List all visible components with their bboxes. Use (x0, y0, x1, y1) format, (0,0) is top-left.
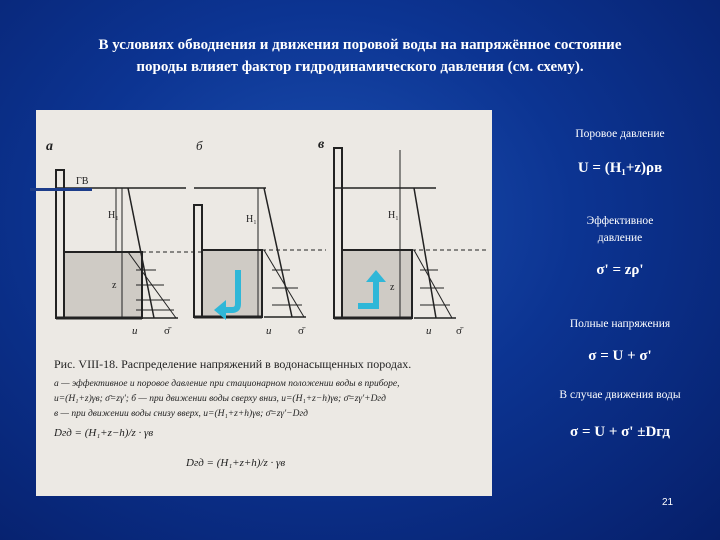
effective-label-1: Эффективное (586, 215, 654, 227)
effective-label-2: давление (597, 232, 643, 244)
panel-c-schematic (334, 148, 486, 318)
title-line-1: В условиях обводнения и движения поровой воды на напряжённое состояние (98, 37, 622, 53)
sigma-label-a: σ̄ (164, 325, 170, 337)
formula-top: Dгд = (H₁+z−h)/z · γв (54, 427, 154, 439)
slide-title (30, 34, 690, 78)
caption-line-2: а — эффективное и поровое давление при стационарном положении воды в приборе, (54, 379, 400, 389)
sigma-label-b: σ̄ (298, 325, 304, 337)
flow-case-label: В случае движения воды (559, 389, 681, 401)
h1-label-c: H₁ (388, 210, 399, 221)
title-line-2: породы влияет фактор гидродинамического давления (см. схему). (136, 59, 584, 75)
gv-label: ГВ (76, 176, 89, 187)
page-number: 21 (662, 497, 674, 508)
effective-formula: σ' = zρ' (596, 262, 644, 278)
sigma-label-c: σ̄ (456, 325, 462, 337)
panel-b-schematic (194, 188, 326, 317)
u-label-a: u (132, 325, 138, 337)
z-label-c: z (390, 282, 395, 293)
formula-bottom: Dгд = (H₁+z+h)/z · γв (186, 457, 286, 469)
panel-a-label: а (46, 139, 53, 154)
ground-water-marker-line (30, 188, 92, 191)
panel-a-schematic (56, 170, 206, 318)
u-label-c: u (426, 325, 432, 337)
panel-c-label: в (318, 137, 325, 152)
caption-line-1: Рис. VIII-18. Распределение напряжений в водонасыщенных породах. (54, 357, 412, 371)
h1-label-b: H₁ (246, 214, 257, 225)
z-label-a: z (112, 280, 117, 291)
panel-b-label: б (196, 138, 203, 153)
total-stress-label: Полные напряжения (569, 318, 671, 330)
u-label-b: u (266, 325, 272, 337)
caption-line-4: в — при движении воды снизу вверх, u=(H₁+z+h)γв; σ̄=zγ'−Dгд (54, 409, 308, 419)
scanned-figure (36, 110, 492, 496)
pore-pressure-label: Поровое давление (575, 128, 665, 140)
h1-label-a: H₁ (108, 210, 119, 221)
pore-pressure-formula: U = (H₁+z)ρв (577, 160, 663, 176)
stress-diagram (36, 110, 492, 496)
flow-case-formula: σ = U + σ' ±Dгд (570, 424, 670, 440)
total-stress-formula: σ = U + σ' (588, 348, 652, 364)
caption-line-3: u=(H₁+z)γв; σ̄=zγ'; б — при движении воды сверху вниз, u=(H₁+z−h)γв; σ̄=zγ'+Dгд (54, 394, 386, 404)
